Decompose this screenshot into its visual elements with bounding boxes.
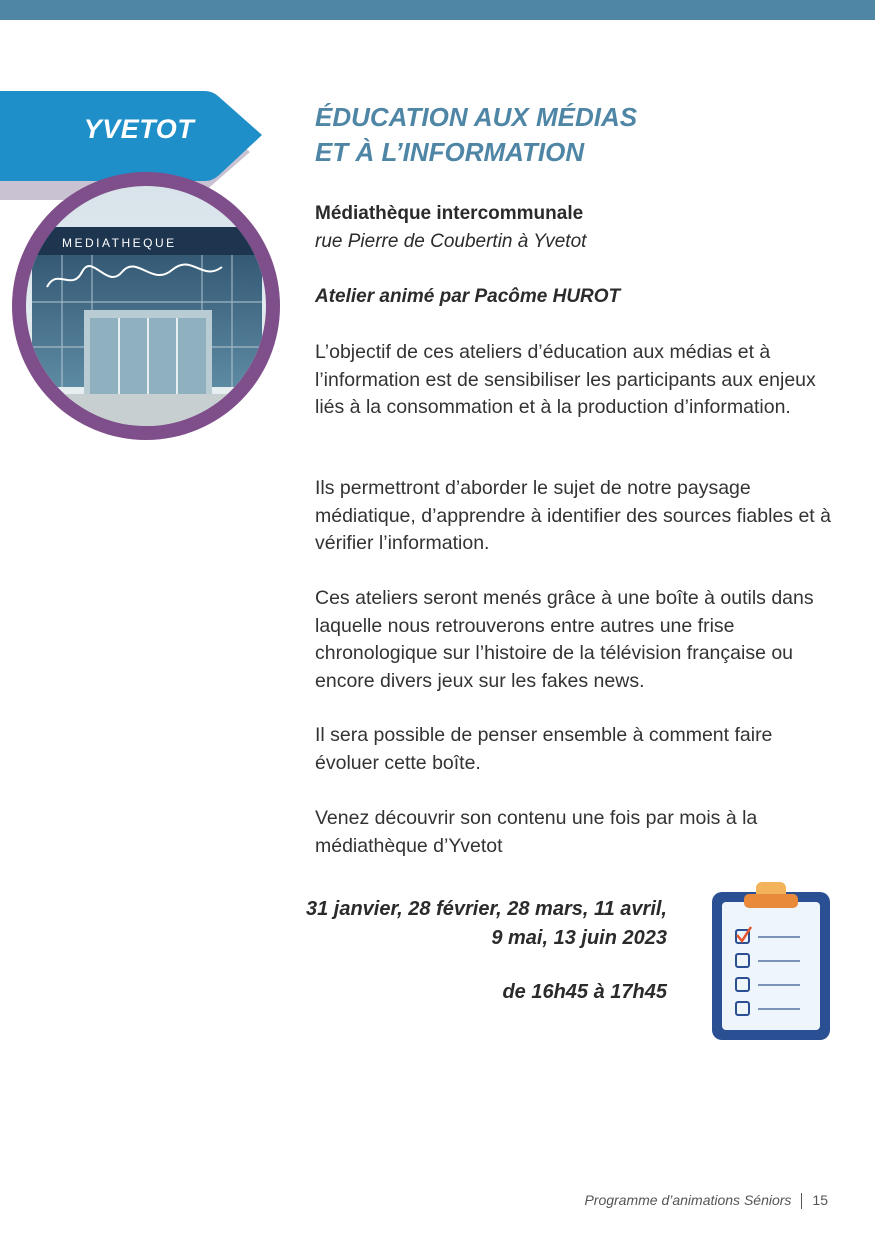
venue-address: rue Pierre de Coubertin à Yvetot <box>315 231 587 252</box>
mediatheque-sign: MEDIATHEQUE <box>62 236 177 250</box>
mediatheque-photo <box>12 172 280 440</box>
paragraph-objective: L’objectif de ces ateliers d’éducation aux médias et à l’information est de sensibiliser les participants aux enjeux liés à la consommation et à la production d’information. <box>315 341 816 418</box>
paragraph-invitation: Venez découvrir son contenu une fois par mois à la médiathèque d’Yvetot <box>315 807 758 857</box>
paragraph-evolve: Il sera possible de penser ensemble à comment faire évoluer cette boîte. <box>315 724 773 774</box>
title-line-2: ET À L’INFORMATION <box>315 137 585 167</box>
session-time: de 16h45 à 17h45 <box>502 981 667 1003</box>
footer-label: Programme d’animations Séniors <box>584 1192 792 1208</box>
page-footer <box>584 1192 828 1209</box>
paragraph-topics: Ils permettront d’aborder le sujet de notre paysage médiatique, d’apprendre à identifier des sources fiables et à vérifier l’information. <box>315 477 831 554</box>
top-color-bar <box>0 0 875 20</box>
paragraph-toolbox: Ces ateliers seront menés grâce à une boîte à outils dans laquelle nous retrouverons entre autres une frise chronologique sur l’histoire de la télévision française ou encore divers jeux sur les fakes news. <box>315 587 814 692</box>
footer-separator <box>801 1193 802 1209</box>
page-number: 15 <box>812 1192 828 1208</box>
session-dates <box>207 895 667 953</box>
title-line-1: ÉDUCATION AUX MÉDIAS <box>315 102 638 132</box>
workshop-host: Atelier animé par Pacôme HUROT <box>315 286 621 307</box>
session-dates-line-2: 9 mai, 13 juin 2023 <box>491 927 667 949</box>
venue-block <box>315 200 835 256</box>
clipboard-checklist-icon <box>708 880 834 1044</box>
location-tab-label: YVETOT <box>83 114 195 144</box>
session-dates-line-1: 31 janvier, 28 février, 28 mars, 11 avril, <box>305 898 667 920</box>
venue-name: Médiathèque intercommunale <box>315 203 584 224</box>
page-title <box>315 100 835 170</box>
